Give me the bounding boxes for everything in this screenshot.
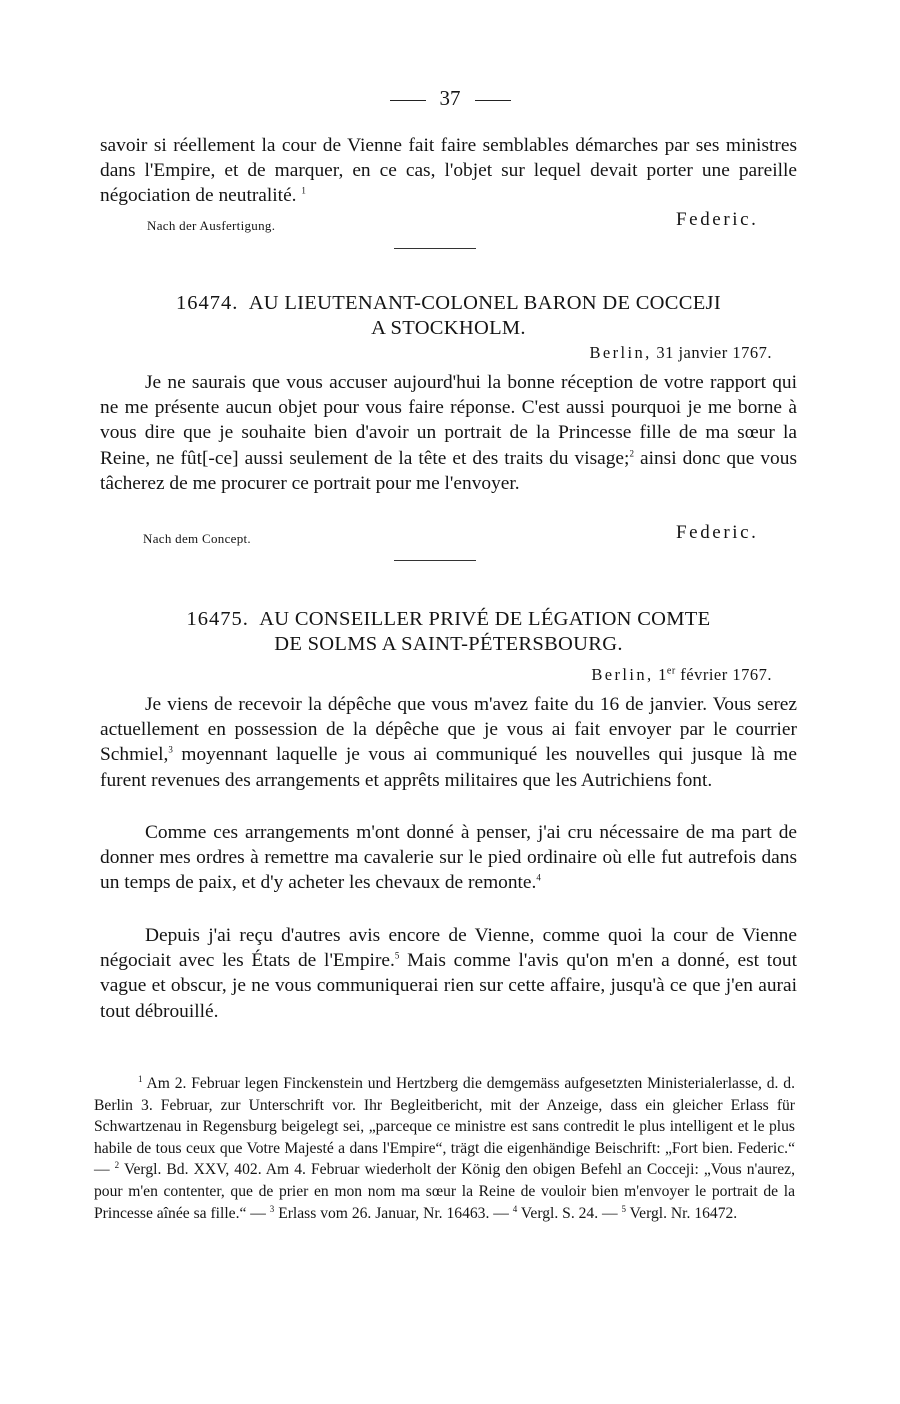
letter-body-text: Comme ces arrangements m'ont donné à penser, j'ai cru nécessaire de ma part de donner mes ordres à remettre ma cavalerie sur le pied ordinaire où elle fut autrefois dans un temps de paix, et d'y acheter les chevaux de remonte. bbox=[100, 822, 797, 894]
continuation-text: savoir si réellement la cour de Vienne fait faire semblables démarches par ses ministres dans l'Empire, et de marquer, en ce cas, l'objet sur lequel devait porter une pareille négociation de neutralité. bbox=[100, 135, 797, 207]
letter-heading-line1: AU LIEUTENANT-COLONEL BARON DE COCCEJI bbox=[248, 292, 721, 314]
source-note: Nach dem Concept. bbox=[143, 531, 251, 546]
letter-place: Berlin, bbox=[589, 343, 652, 362]
footnote-text: Vergl. Nr. 16472. bbox=[626, 1204, 738, 1222]
footnotes bbox=[94, 1073, 795, 1224]
letter-body-text-cont: Mais comme l'avis qu'on m'en a donné, est tout vague et obscur, je ne vous communiquerai rien sur cette affaire, jusqu'à ce que j'en aurai tout débrouillé. bbox=[100, 950, 797, 1022]
letter-heading-line2: DE SOLMS A SAINT-PÉTERSBOURG. bbox=[274, 633, 623, 655]
letter-date-day: 1 bbox=[658, 665, 667, 684]
page-number-dash-left bbox=[390, 100, 426, 101]
letter-body-text: Je ne saurais que vous accuser aujourd'hui la bonne réception de votre rapport qui ne me présente aucun objet pour vous faire réponse. C'est aussi pourquoi je me borne à vous dire que je souhaite bien d'avoir un portrait de la Princesse fille de ma sœur la Reine, ne fût[-ce] aussi seulement de la tête et des traits du visage; bbox=[100, 372, 797, 469]
footnote-ref: 4 bbox=[536, 872, 541, 883]
signature: Federic. bbox=[676, 522, 759, 543]
letter-body-text-cont: moyennant laquelle je vous ai communiqué les nouvelles qui jusque là me furent revenues des arrangements et apprêts militaires que les Autrichiens font. bbox=[100, 744, 797, 791]
footnote-text: Vergl. Bd. XXV, 402. Am 4. Februar wiederholt der König den obigen Befehl an Cocceji: „Vous n'aurez, pour m'en contenter, que de prier en mon nom ma sœur la Reine de vouloir bien m'envoyer le portrait de la Princesse aînée sa fille.“ — bbox=[94, 1161, 796, 1222]
footnote-ref: 5 bbox=[394, 950, 400, 961]
footnote-text: Erlass vom 26. Januar, Nr. 16463. — bbox=[274, 1204, 513, 1222]
page-number-value: 37 bbox=[439, 86, 461, 110]
source-note: Nach der Ausfertigung. bbox=[147, 218, 276, 233]
letter-body-text: Depuis j'ai reçu d'autres avis encore de Vienne, comme quoi la cour de Vienne négociait avec les États de l'Empire. bbox=[100, 925, 797, 972]
footnote-number: 4 bbox=[512, 1203, 518, 1214]
letter-body bbox=[100, 370, 797, 496]
letter-body-paragraph bbox=[100, 923, 797, 1024]
letter-date: 31 janvier 1767. bbox=[656, 343, 772, 362]
section-divider bbox=[394, 560, 476, 561]
footnote-number: 2 bbox=[114, 1160, 120, 1171]
letter-body-text-cont: ainsi donc que vous tâcherez de me procurer ce portrait pour me l'envoyer. bbox=[100, 447, 797, 494]
letter-heading bbox=[100, 291, 797, 316]
footnote-text: Am 2. Februar legen Finckenstein und Hertzberg die demgemäss aufgesetzten Ministerialerlasse, d. d. Berlin 3. Februar, zur Unterschrift vor. Ihr Begleitbericht, mit der Anzeige, dass ein gleicher Erlass für Schwartzenau in Regensburg beigelegt sei, „parceque ce ministre est sans contredit le plus intelligent et le plus habile de tous ceux que Votre Majesté a dans l'Empire“, trägt die eigenhändige Beischrift: „Fort bien. Federic.“ — bbox=[94, 1075, 795, 1179]
page-number bbox=[0, 86, 900, 111]
letter-heading bbox=[100, 607, 797, 632]
letter-date-sup: er bbox=[666, 665, 676, 677]
letter-place: Berlin, bbox=[591, 665, 654, 684]
letter-heading-line1: AU CONSEILLER PRIVÉ DE LÉGATION COMTE bbox=[259, 608, 711, 630]
footnote-ref: 3 bbox=[168, 744, 173, 755]
footnote-number: 1 bbox=[138, 1073, 143, 1084]
letter-body-text: Je viens de recevoir la dépêche que vous m'avez faite du 16 de janvier. Vous serez actuellement en possession de la dépêche que je vous ai fait envoyer par le courrier Schmiel, bbox=[100, 694, 797, 766]
letter-body-paragraph bbox=[100, 820, 797, 896]
footnote-ref: 1 bbox=[301, 185, 306, 196]
letter-dateline bbox=[591, 665, 772, 685]
letter-date-rest: février 1767. bbox=[675, 665, 772, 684]
continuation-paragraph bbox=[100, 133, 797, 209]
letter-heading-line2: A STOCKHOLM. bbox=[371, 317, 526, 339]
letter-body-paragraph bbox=[100, 692, 797, 793]
page-number-dash-right bbox=[475, 100, 511, 101]
letter-dateline bbox=[590, 343, 772, 363]
footnote-ref: 2 bbox=[629, 448, 634, 459]
footnote-text: Vergl. S. 24. — bbox=[517, 1204, 622, 1222]
letter-number: 16475. bbox=[186, 608, 249, 630]
footnote-number: 5 bbox=[621, 1203, 627, 1214]
section-divider bbox=[394, 248, 476, 249]
letter-number: 16474. bbox=[176, 292, 239, 314]
signature: Federic. bbox=[676, 209, 759, 230]
footnote-number: 3 bbox=[269, 1203, 275, 1214]
